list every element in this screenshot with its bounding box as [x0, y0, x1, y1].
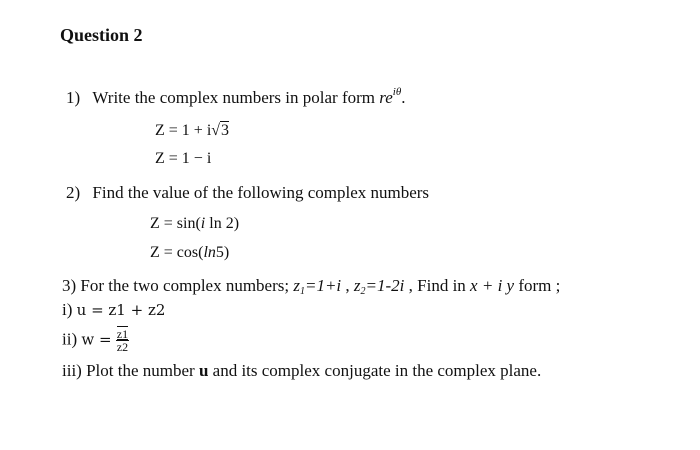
z1-value: =1+i [304, 276, 342, 295]
part-1-number: 1) [66, 88, 81, 107]
part-1-prompt [66, 88, 406, 108]
part-3-ii-label: ii) [62, 329, 82, 349]
part-2-prompt [66, 183, 429, 203]
eq-cos-suffix: 5) [215, 244, 230, 261]
z2-sub: 2 [360, 286, 366, 297]
z1-var: z [293, 276, 300, 295]
z2-value: =1-2i [365, 276, 405, 295]
eq-cos-prefix: Z = cos( [150, 244, 204, 261]
z2-var: z [353, 276, 361, 295]
part-3-text: 3) For the two complex numbers; [62, 276, 294, 295]
part-3-iii [62, 361, 541, 381]
xy-form: x + i y [470, 276, 515, 295]
part-1-equation-1 [155, 122, 229, 140]
part-3-iii-end: and its complex conjugate in the complex plane. [208, 361, 542, 380]
z1-sub: 1 [299, 286, 305, 297]
eq-cos-ln: ln [203, 244, 216, 261]
eq-sin-i: i [200, 215, 206, 232]
part-1-equation-2: Z = 1 − i [155, 150, 212, 167]
eq-sin-suffix: ln 2) [205, 215, 240, 232]
part-3-i [62, 300, 165, 320]
fraction-numerator: z1 [116, 327, 129, 341]
radicand: 3 [221, 122, 230, 139]
polar-form-period: . [401, 88, 406, 107]
part-3-i-equation: u = z1 + z2 [76, 301, 166, 319]
eq-sin-prefix: Z = sin( [150, 215, 201, 232]
polar-form-exponent: iθ [392, 86, 402, 98]
polar-form-base: re [379, 88, 393, 107]
part-3-i-label: i) [62, 300, 77, 319]
part-3-ii-lhs: w = [81, 330, 112, 349]
fraction-denominator: z2 [116, 340, 129, 354]
eq1-prefix: Z = 1 + i [155, 122, 212, 139]
question-title: Question 2 [60, 25, 143, 45]
part-2-number: 2) [66, 183, 81, 202]
conjugate-fraction [116, 328, 129, 353]
part-2-equation-2 [150, 244, 229, 262]
part-1-text: Write the complex numbers in polar form [92, 88, 380, 107]
form-end: form ; [514, 276, 561, 295]
part-3-ii [62, 328, 129, 353]
part-2-equation-1 [150, 215, 239, 233]
part-3-iii-text: iii) Plot the number [62, 361, 199, 380]
part-3-iii-u: u [198, 361, 209, 380]
find-text: , Find in [404, 276, 471, 295]
part-3-prompt [62, 276, 560, 296]
part-2-text: Find the value of the following complex numbers [92, 183, 430, 202]
radical-sign: √ [211, 122, 221, 139]
z-separator: , [341, 276, 354, 295]
